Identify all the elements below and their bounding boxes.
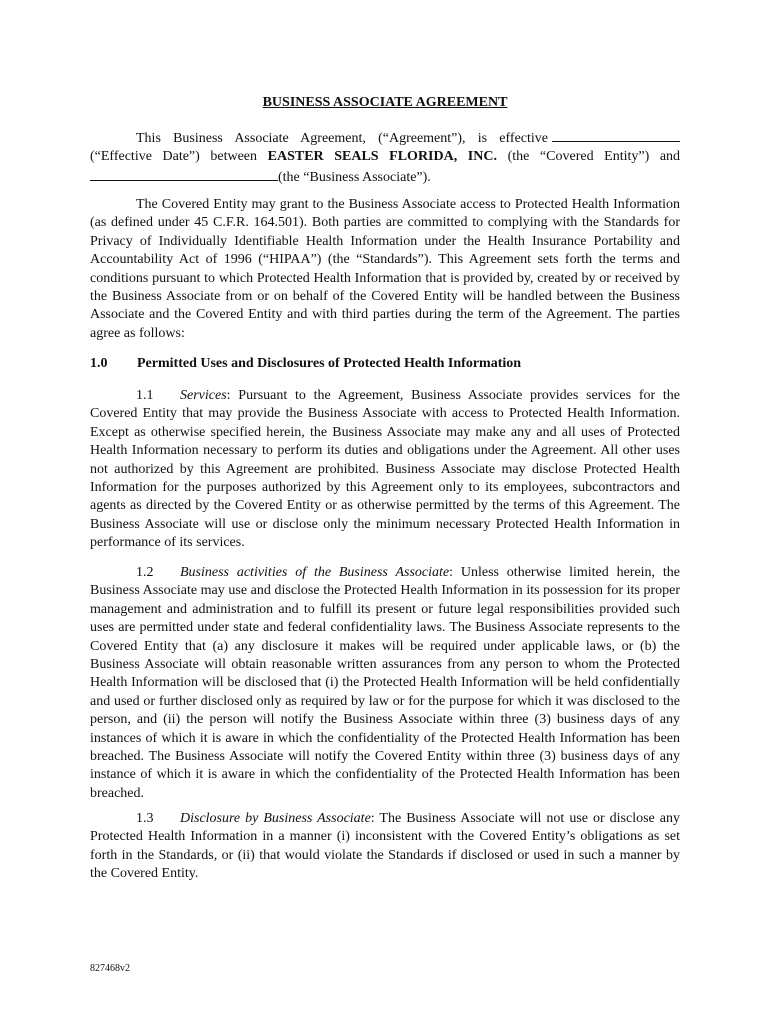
section-1-heading bbox=[90, 355, 680, 373]
intro-text-1: This Business Associate Agreement, (“Agreement”), is effective bbox=[136, 131, 548, 146]
business-associate-blank bbox=[90, 167, 278, 181]
section-1-title: Permitted Uses and Disclosures of Protected Health Information bbox=[137, 356, 522, 371]
intro-paragraph bbox=[90, 128, 680, 187]
section-1-3-number: 1.3 bbox=[136, 811, 154, 826]
document-id-footer: 827468v2 bbox=[90, 963, 130, 974]
section-1-2-text: : Unless otherwise limited herein, the Business Associate may use and disclose the Protected Health Information in its possession for its proper management and administration and to fulfill its present or future legal responsibilities provided such uses are permitted under state and federal confidentiality laws. The Business Associate represents to the Covered Entity that (a) any disclosure it makes will be required under applicable laws, or (b) the Business Associate will obtain reasonable written assurances from any person to whom the Protected Health Information will be disclosed that (i) the Protected Health Information will be held confidentially and used or further disclosed only as required by law or for the purpose for which it was disclosed to the person, and (ii) the person will notify the Business Associate within three (3) business days of any instances of which it is aware in which the confidentiality of the Protected Health Information has been breached. The Business Associate will notify the Covered Entity within three (3) business days of any instance of which it is aware in which the confidentiality of the Protected Health Information has been breached. bbox=[90, 565, 680, 801]
covered-entity-name: EASTER SEALS FLORIDA, INC. bbox=[267, 149, 497, 165]
section-1-number: 1.0 bbox=[90, 356, 108, 371]
scope-paragraph: The Covered Entity may grant to the Business Associate access to Protected Health Information (as defined under 45 C.F.R. 164.501). Both parties are committed to complying with the Standards for Privacy of Individually Identifiable Health Information under the Health Insurance Portability and Accountability Act of 1996 (“HIPAA”) (the “Standards”). This Agreement sets forth the terms and conditions pursuant to which Protected Health Information that is provided by, created by or received by the Business Associate from or on behalf of the Covered Entity will be handled between the Business Associate and the Covered Entity and with third parties during the term of the Agreement. The parties agree as follows: bbox=[90, 197, 680, 341]
section-1-2-title: Business activities of the Business Associate bbox=[180, 565, 450, 580]
section-1-1-number: 1.1 bbox=[136, 388, 154, 403]
section-1-3 bbox=[90, 810, 680, 884]
section-1-2-number: 1.2 bbox=[136, 565, 154, 580]
section-1-3-title: Disclosure by Business Associate bbox=[180, 811, 371, 826]
section-1-1 bbox=[90, 387, 680, 553]
intro-text-4: (the “Business Associate”). bbox=[278, 169, 431, 185]
section-1-2 bbox=[90, 564, 680, 803]
section-1-1-title: Services bbox=[180, 388, 227, 403]
intro-text-3: (the “Covered Entity”) and bbox=[507, 149, 681, 165]
effective-date-blank bbox=[552, 128, 680, 142]
document-title: BUSINESS ASSOCIATE AGREEMENT bbox=[262, 95, 508, 110]
intro-text-2: (“Effective Date”) between bbox=[90, 149, 258, 165]
section-1-3-text: : The Business Associate will not use or disclose any Protected Health Information in a manner (i) inconsistent with the Covered Entity’s obligations as set forth in the Standards, or (ii) that would violate the Standards if disclosed or used in such a manner by the Covered Entity. bbox=[90, 811, 680, 882]
section-1-1-text: : Pursuant to the Agreement, Business Associate provides services for the Covered Entity that may provide the Business Associate with access to Protected Health Information. Except as otherwise specified herein, the Business Associate may make any and all uses of Protected Health Information necessary to perform its duties and obligations under the Agreement. All other uses not authorized by this Agreement are prohibited. Business Associate may disclose Protected Health Information for the purposes authorized by this Agreement only to its employees, subcontractors and agents as directed by the Covered Entity or as otherwise permitted by the terms of this Agreement. The Business Associate will use or disclose only the minimum necessary Protected Health Information in performance of its services. bbox=[90, 388, 680, 551]
